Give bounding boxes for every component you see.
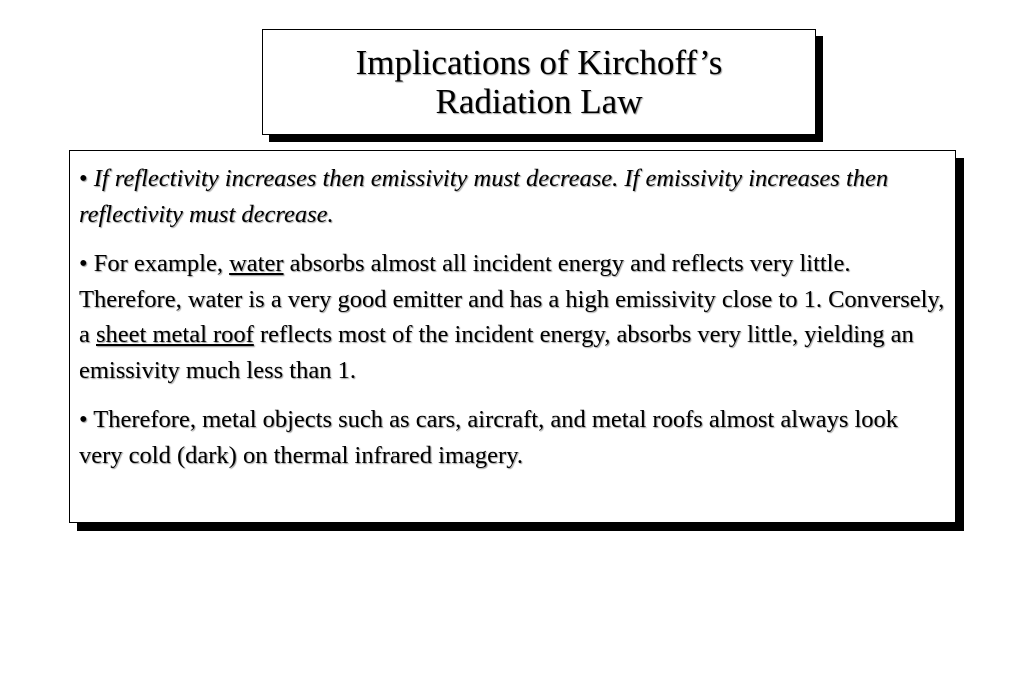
bullet-1	[79, 161, 947, 232]
slide-title-line-2: Radiation Law	[435, 82, 643, 121]
bullet-3-marker: •	[79, 406, 88, 433]
bullet-2-text-2: absorbs almost all incident energy and reflects very little. Therefore, water is a very good emitter and has a high emissivity close to 1. Conversely, a	[79, 250, 945, 348]
slide-title	[356, 43, 723, 121]
title-box	[262, 29, 816, 135]
slide-title-line-1: Implications of Kirchoff’s	[355, 43, 723, 82]
sheet-metal-roof-term: sheet metal roof	[96, 321, 254, 348]
bullet-1-text: If reflectivity increases then emissivity must decrease. If emissivity increases then reflectivity must decrease.	[79, 165, 889, 228]
bullet-2	[79, 246, 947, 388]
bullet-3	[79, 402, 947, 473]
bullet-2-marker: •	[79, 250, 88, 277]
content-box	[69, 150, 956, 523]
bullet-1-marker: •	[79, 165, 88, 192]
bullet-2-text-3: reflects most of the incident energy, absorbs very little, yielding an emissivity much less than 1.	[79, 321, 914, 384]
water-term: water	[229, 250, 284, 277]
bullet-2-text-1: For example,	[93, 250, 223, 277]
bullet-3-text: Therefore, metal objects such as cars, aircraft, and metal roofs almost always look very cold (dark) on thermal infrared imagery.	[79, 406, 899, 469]
